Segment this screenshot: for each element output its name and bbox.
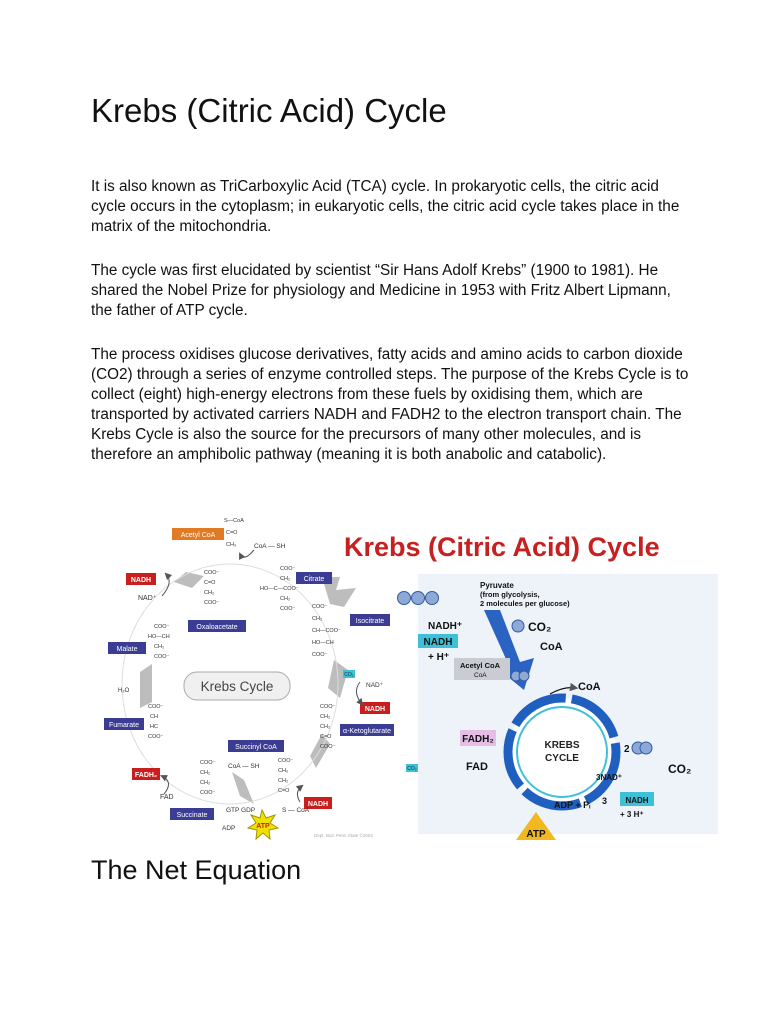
nadh-plus: NADH⁺: [428, 621, 463, 632]
svg-text:CH₂: CH₂: [312, 616, 323, 622]
krebs-cycle-figure: [104, 512, 724, 842]
svg-text:COO⁻: COO⁻: [278, 758, 294, 764]
label-coa-sh-2: CoA — SH: [228, 763, 260, 770]
svg-text:HO—C—COO⁻: HO—C—COO⁻: [260, 586, 299, 592]
label-gtp-gdp: GTP GDP: [226, 807, 256, 814]
h-plus: + H⁺: [428, 652, 450, 663]
coa-small-label: CoA: [474, 672, 487, 679]
svg-text:HO—CH: HO—CH: [312, 640, 334, 646]
svg-text:CH₂: CH₂: [204, 590, 215, 596]
svg-text:COO⁻: COO⁻: [312, 652, 328, 658]
svg-text:CH₂: CH₂: [200, 780, 211, 786]
three-label: 3: [602, 796, 608, 806]
svg-text:COO⁻: COO⁻: [148, 734, 164, 740]
coa-label-2: CoA: [578, 681, 601, 693]
paragraph-intro: It is also known as TriCarboxylic Acid (TCA) cycle. In prokaryotic cells, the citric acid cycle occurs in the cytoplasm; in eukaryotic cells, the citric acid cycle takes place in the matrix of the mitochondria.: [91, 178, 680, 235]
label-nadh-2: NADH: [364, 706, 386, 713]
fad-label: FAD: [466, 761, 488, 773]
coa-label-1: CoA: [540, 641, 563, 653]
right-krebs-diagram: [344, 532, 718, 840]
label-fad: FAD: [160, 794, 174, 801]
label-s-coa: S — CoA: [282, 807, 310, 814]
svg-text:C=O: C=O: [278, 788, 290, 794]
label-atp-left: ATP: [256, 823, 270, 830]
cycle-text-krebs: KREBS: [544, 740, 580, 751]
svg-text:HO—CH: HO—CH: [148, 634, 170, 640]
box-acetyl-coa: Acetyl CoA: [180, 532, 216, 539]
page-title: Krebs (Citric Acid) Cycle: [91, 92, 447, 129]
svg-text:CH—COO⁻: CH—COO⁻: [312, 628, 341, 634]
svg-text:COO⁻: COO⁻: [320, 744, 336, 750]
label-co2-a: CO₂: [344, 672, 354, 678]
left-krebs-diagram: [104, 518, 418, 839]
svg-text:CH₂: CH₂: [200, 770, 211, 776]
svg-text:COO⁻: COO⁻: [320, 704, 336, 710]
section-heading-net-equation: The Net Equation: [91, 855, 302, 885]
cycle-text-cycle: CYCLE: [545, 753, 579, 764]
svg-text:CH₃: CH₃: [226, 542, 237, 548]
box-isocitrate: Isocitrate: [355, 618, 385, 625]
co2-label-1: CO₂: [528, 620, 552, 634]
svg-text:CH₂: CH₂: [154, 644, 165, 650]
svg-text:CH₂: CH₂: [320, 724, 331, 730]
label-adp: ADP: [222, 825, 236, 832]
right-title: Krebs (Citric Acid) Cycle: [344, 532, 660, 562]
label-nadh-1: NADH: [130, 577, 152, 584]
credit-text: Dept. Biol. Penn State ©2004: [314, 833, 373, 838]
svg-text:COO⁻: COO⁻: [204, 570, 220, 576]
svg-text:CH₂: CH₂: [280, 576, 291, 582]
atp-right-label: ATP: [526, 829, 546, 840]
center-label: Krebs Cycle: [200, 679, 274, 694]
svg-text:CH₂: CH₂: [278, 768, 289, 774]
h3-label: + 3 H⁺: [620, 810, 644, 819]
svg-text:S—CoA: S—CoA: [224, 518, 244, 524]
fadh2-label: FADH₂: [462, 734, 494, 745]
svg-text:COO⁻: COO⁻: [154, 654, 170, 660]
acetyl-coa-label: Acetyl CoA: [460, 661, 501, 670]
nad3-label: 3NAD⁺: [596, 773, 623, 782]
pyruvate-note-2: 2 molecules per glucose): [480, 599, 570, 608]
label-nad-plus: NAD⁺: [366, 682, 384, 689]
label-coa-sh: CoA — SH: [254, 543, 286, 550]
nadh-box: NADH: [423, 637, 453, 648]
box-succinate: Succinate: [176, 812, 208, 819]
svg-text:CH₂: CH₂: [278, 778, 289, 784]
svg-text:COO⁻: COO⁻: [200, 790, 216, 796]
box-malate: Malate: [116, 646, 138, 653]
svg-text:COO⁻: COO⁻: [280, 566, 296, 572]
svg-text:COO⁻: COO⁻: [154, 624, 170, 630]
label-co2-b: CO₂: [407, 766, 417, 772]
label-h2o: H₂O: [118, 688, 130, 694]
co2-label-2: CO₂: [668, 762, 692, 776]
box-succinyl-coa: Succinyl CoA: [235, 744, 277, 751]
svg-text:C=O: C=O: [226, 530, 238, 536]
box-ketoglutarate: α-Ketoglutarate: [342, 728, 392, 735]
svg-text:COO⁻: COO⁻: [280, 606, 296, 612]
svg-text:C=O: C=O: [204, 580, 216, 586]
svg-text:COO⁻: COO⁻: [200, 760, 216, 766]
pyruvate-label: Pyruvate: [480, 581, 514, 590]
box-fumarate: Fumarate: [109, 722, 139, 729]
svg-text:CH: CH: [150, 714, 158, 720]
box-oxaloacetate: Oxaloacetate: [196, 624, 238, 631]
svg-text:CH₂: CH₂: [320, 714, 331, 720]
two-label: 2: [624, 744, 630, 755]
label-nadh-3: NADH: [307, 801, 329, 808]
label-nad: NAD⁺: [138, 595, 157, 602]
box-citrate: Citrate: [303, 576, 325, 583]
svg-text:C=O: C=O: [320, 734, 332, 740]
svg-text:COO⁻: COO⁻: [204, 600, 220, 606]
paragraph-process: The process oxidises glucose derivatives, fatty acids and amino acids to carbon dioxide (CO2) through a series of enzyme controlled steps. The purpose of the Krebs Cycle is to collect (eight) high-energy electrons from these fuels by oxidising them, which are transported by activated carriers NADH and FADH2 to the electron transport chain. The Krebs Cycle is also the source for the precursors of many other molecules, and is therefore an amphibolic pathway (meaning it is both anabolic and catabolic).: [91, 346, 689, 463]
adp-pi-label: ADP + Pᵢ: [554, 800, 591, 810]
label-fadh2: FADH₂: [134, 772, 158, 779]
paragraph-history: The cycle was first elucidated by scientist “Sir Hans Adolf Krebs” (1900 to 1981). He shared the Nobel Prize for physiology and Medicine in 1953 with Fritz Albert Lipmann, the father of ATP cycle.: [91, 262, 671, 319]
svg-text:HC: HC: [150, 724, 158, 730]
svg-text:COO⁻: COO⁻: [148, 704, 164, 710]
svg-text:CH₂: CH₂: [280, 596, 291, 602]
pyruvate-note-1: (from glycolysis,: [480, 590, 540, 599]
svg-text:COO⁻: COO⁻: [312, 604, 328, 610]
nadh-stack-label: NADH: [625, 796, 649, 805]
